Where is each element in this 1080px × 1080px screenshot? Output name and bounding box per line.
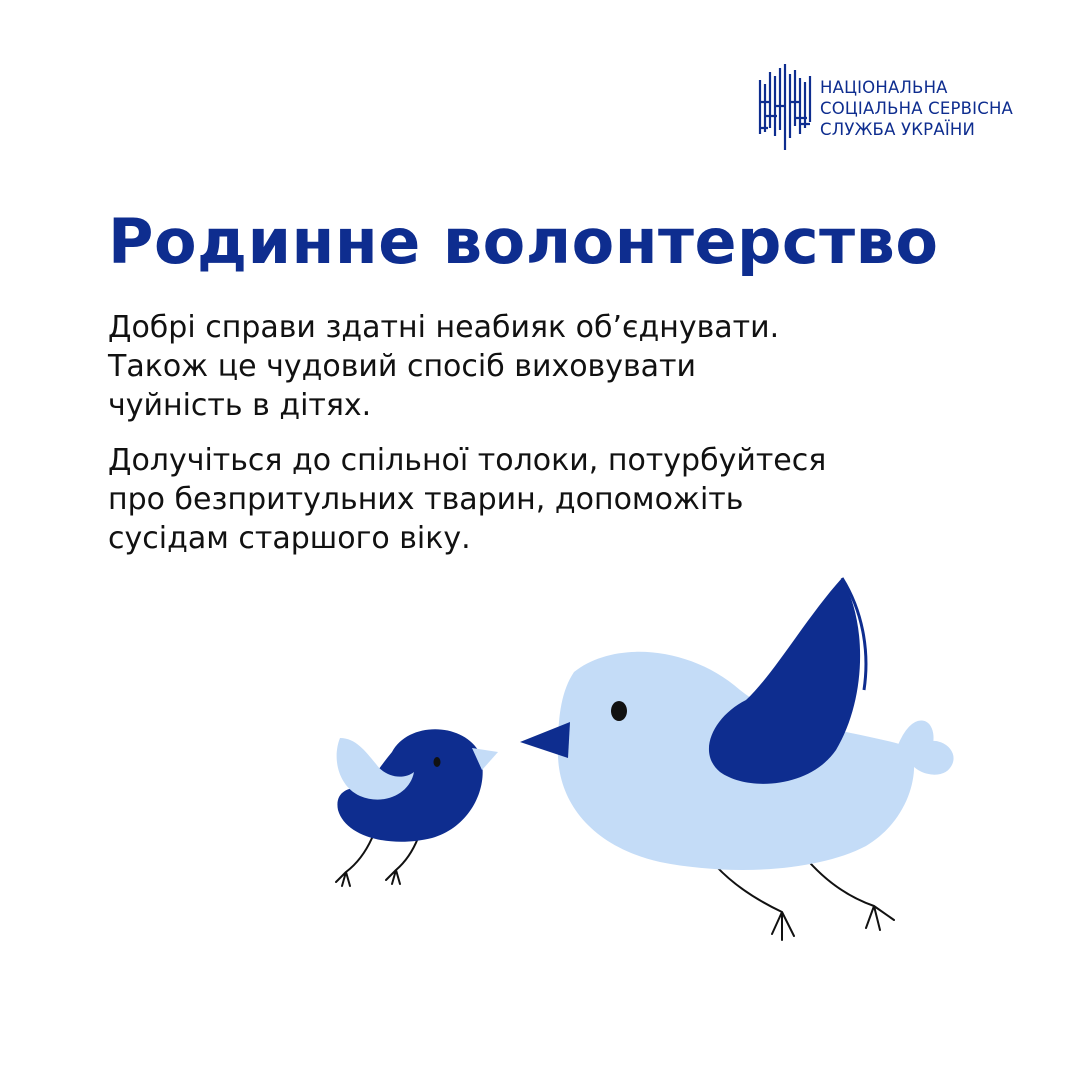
paragraph-line: сусідам старшого віку.: [108, 521, 471, 556]
birds-illustration: [320, 570, 980, 960]
paragraph-line: про безпритульних тварин, допоможіть: [108, 482, 744, 517]
logo-line: НАЦІОНАЛЬНА: [820, 78, 948, 97]
logo-text: [820, 77, 1013, 140]
logo-line: СОЦІАЛЬНА СЕРВІСНА: [820, 99, 1014, 118]
intro-paragraph: [108, 308, 968, 425]
paragraph-line: Добрі справи здатні неабияк об’єднувати.: [108, 310, 780, 345]
big-light-blue-bird-icon: [520, 578, 951, 940]
logo-emblem-icon: [756, 62, 812, 152]
paragraph-line: чуйність в дітях.: [108, 388, 372, 423]
call-to-action-paragraph: [108, 441, 968, 558]
paragraph-line: Долучіться до спільної толоки, потурбуйтеся: [108, 443, 827, 478]
service-logo: [756, 62, 1046, 152]
page-title: Родинне волонтерство: [108, 205, 939, 278]
paragraph-line: Також це чудовий спосіб виховувати: [108, 349, 697, 384]
small-dark-blue-bird-icon: [336, 729, 498, 886]
logo-line: СЛУЖБА УКРАЇНИ: [820, 120, 976, 139]
